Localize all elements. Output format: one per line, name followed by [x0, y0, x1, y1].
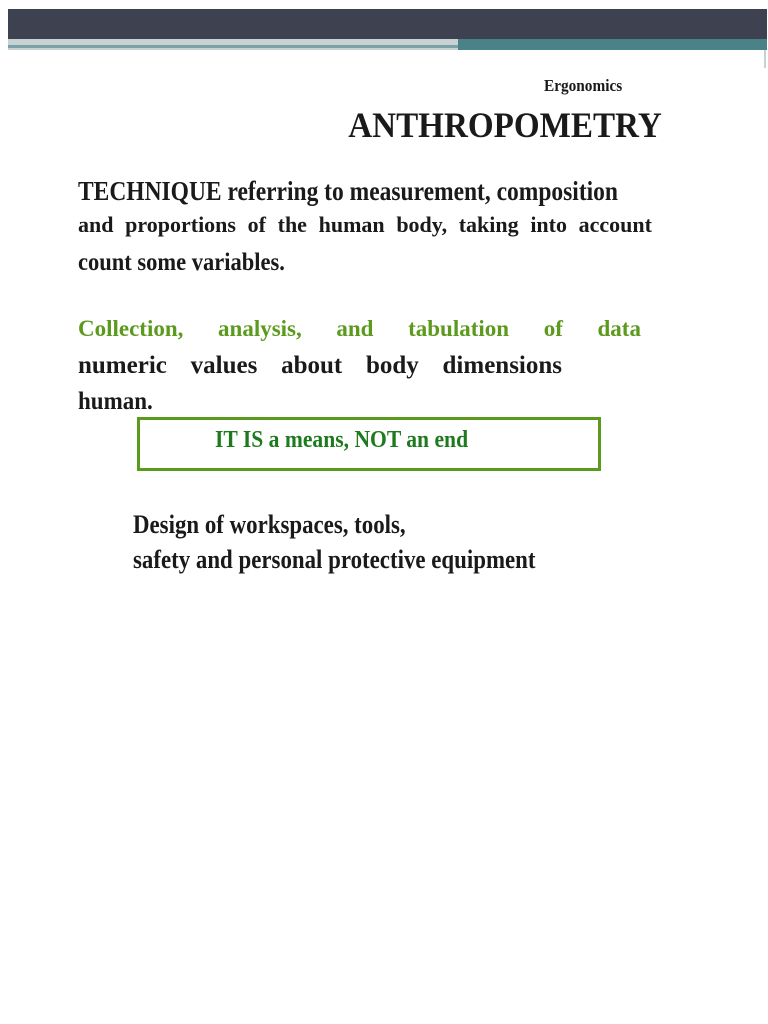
numeric-word: numeric	[78, 352, 167, 379]
collection-word: analysis,	[218, 316, 302, 341]
header-bar	[8, 9, 767, 39]
definition-word: of	[247, 212, 266, 237]
definition-word: proportions	[125, 212, 236, 237]
slide-subtitle: Ergonomics	[544, 76, 623, 95]
definition-word: and	[78, 212, 114, 237]
definition-word: human	[318, 212, 385, 237]
definition-word: into	[530, 212, 567, 237]
definition-line-2	[78, 212, 652, 238]
definition-line-1: TECHNIQUE referring to measurement, composition	[78, 176, 618, 206]
collection-line	[78, 316, 641, 342]
definition-line-3: count some variables.	[78, 249, 285, 276]
collection-word: of	[543, 316, 563, 341]
definition-word: taking	[458, 212, 519, 237]
slide-title: ANTHROPOMETRY	[348, 105, 662, 145]
design-line-1: Design of workspaces, tools,	[133, 510, 406, 539]
collection-word: and	[336, 316, 374, 341]
header-accent-line	[8, 45, 458, 48]
numeric-values-line	[78, 352, 562, 380]
definition-word: account	[578, 212, 652, 237]
collection-word: data	[597, 316, 641, 341]
header-accent-teal	[458, 39, 767, 50]
collection-word: Collection,	[78, 316, 184, 341]
numeric-word: body	[365, 352, 419, 379]
numeric-word: about	[281, 352, 343, 379]
numeric-word: dimensions	[442, 352, 562, 379]
human-line: human.	[78, 388, 153, 415]
design-line-2: safety and personal protective equipment	[133, 545, 536, 574]
collection-word: tabulation	[408, 316, 510, 341]
callout-text: IT IS a means, NOT an end	[215, 427, 469, 453]
numeric-word: values	[190, 352, 258, 379]
definition-word: the	[277, 212, 307, 237]
definition-word: body,	[396, 212, 448, 237]
right-edge-line	[764, 50, 766, 68]
